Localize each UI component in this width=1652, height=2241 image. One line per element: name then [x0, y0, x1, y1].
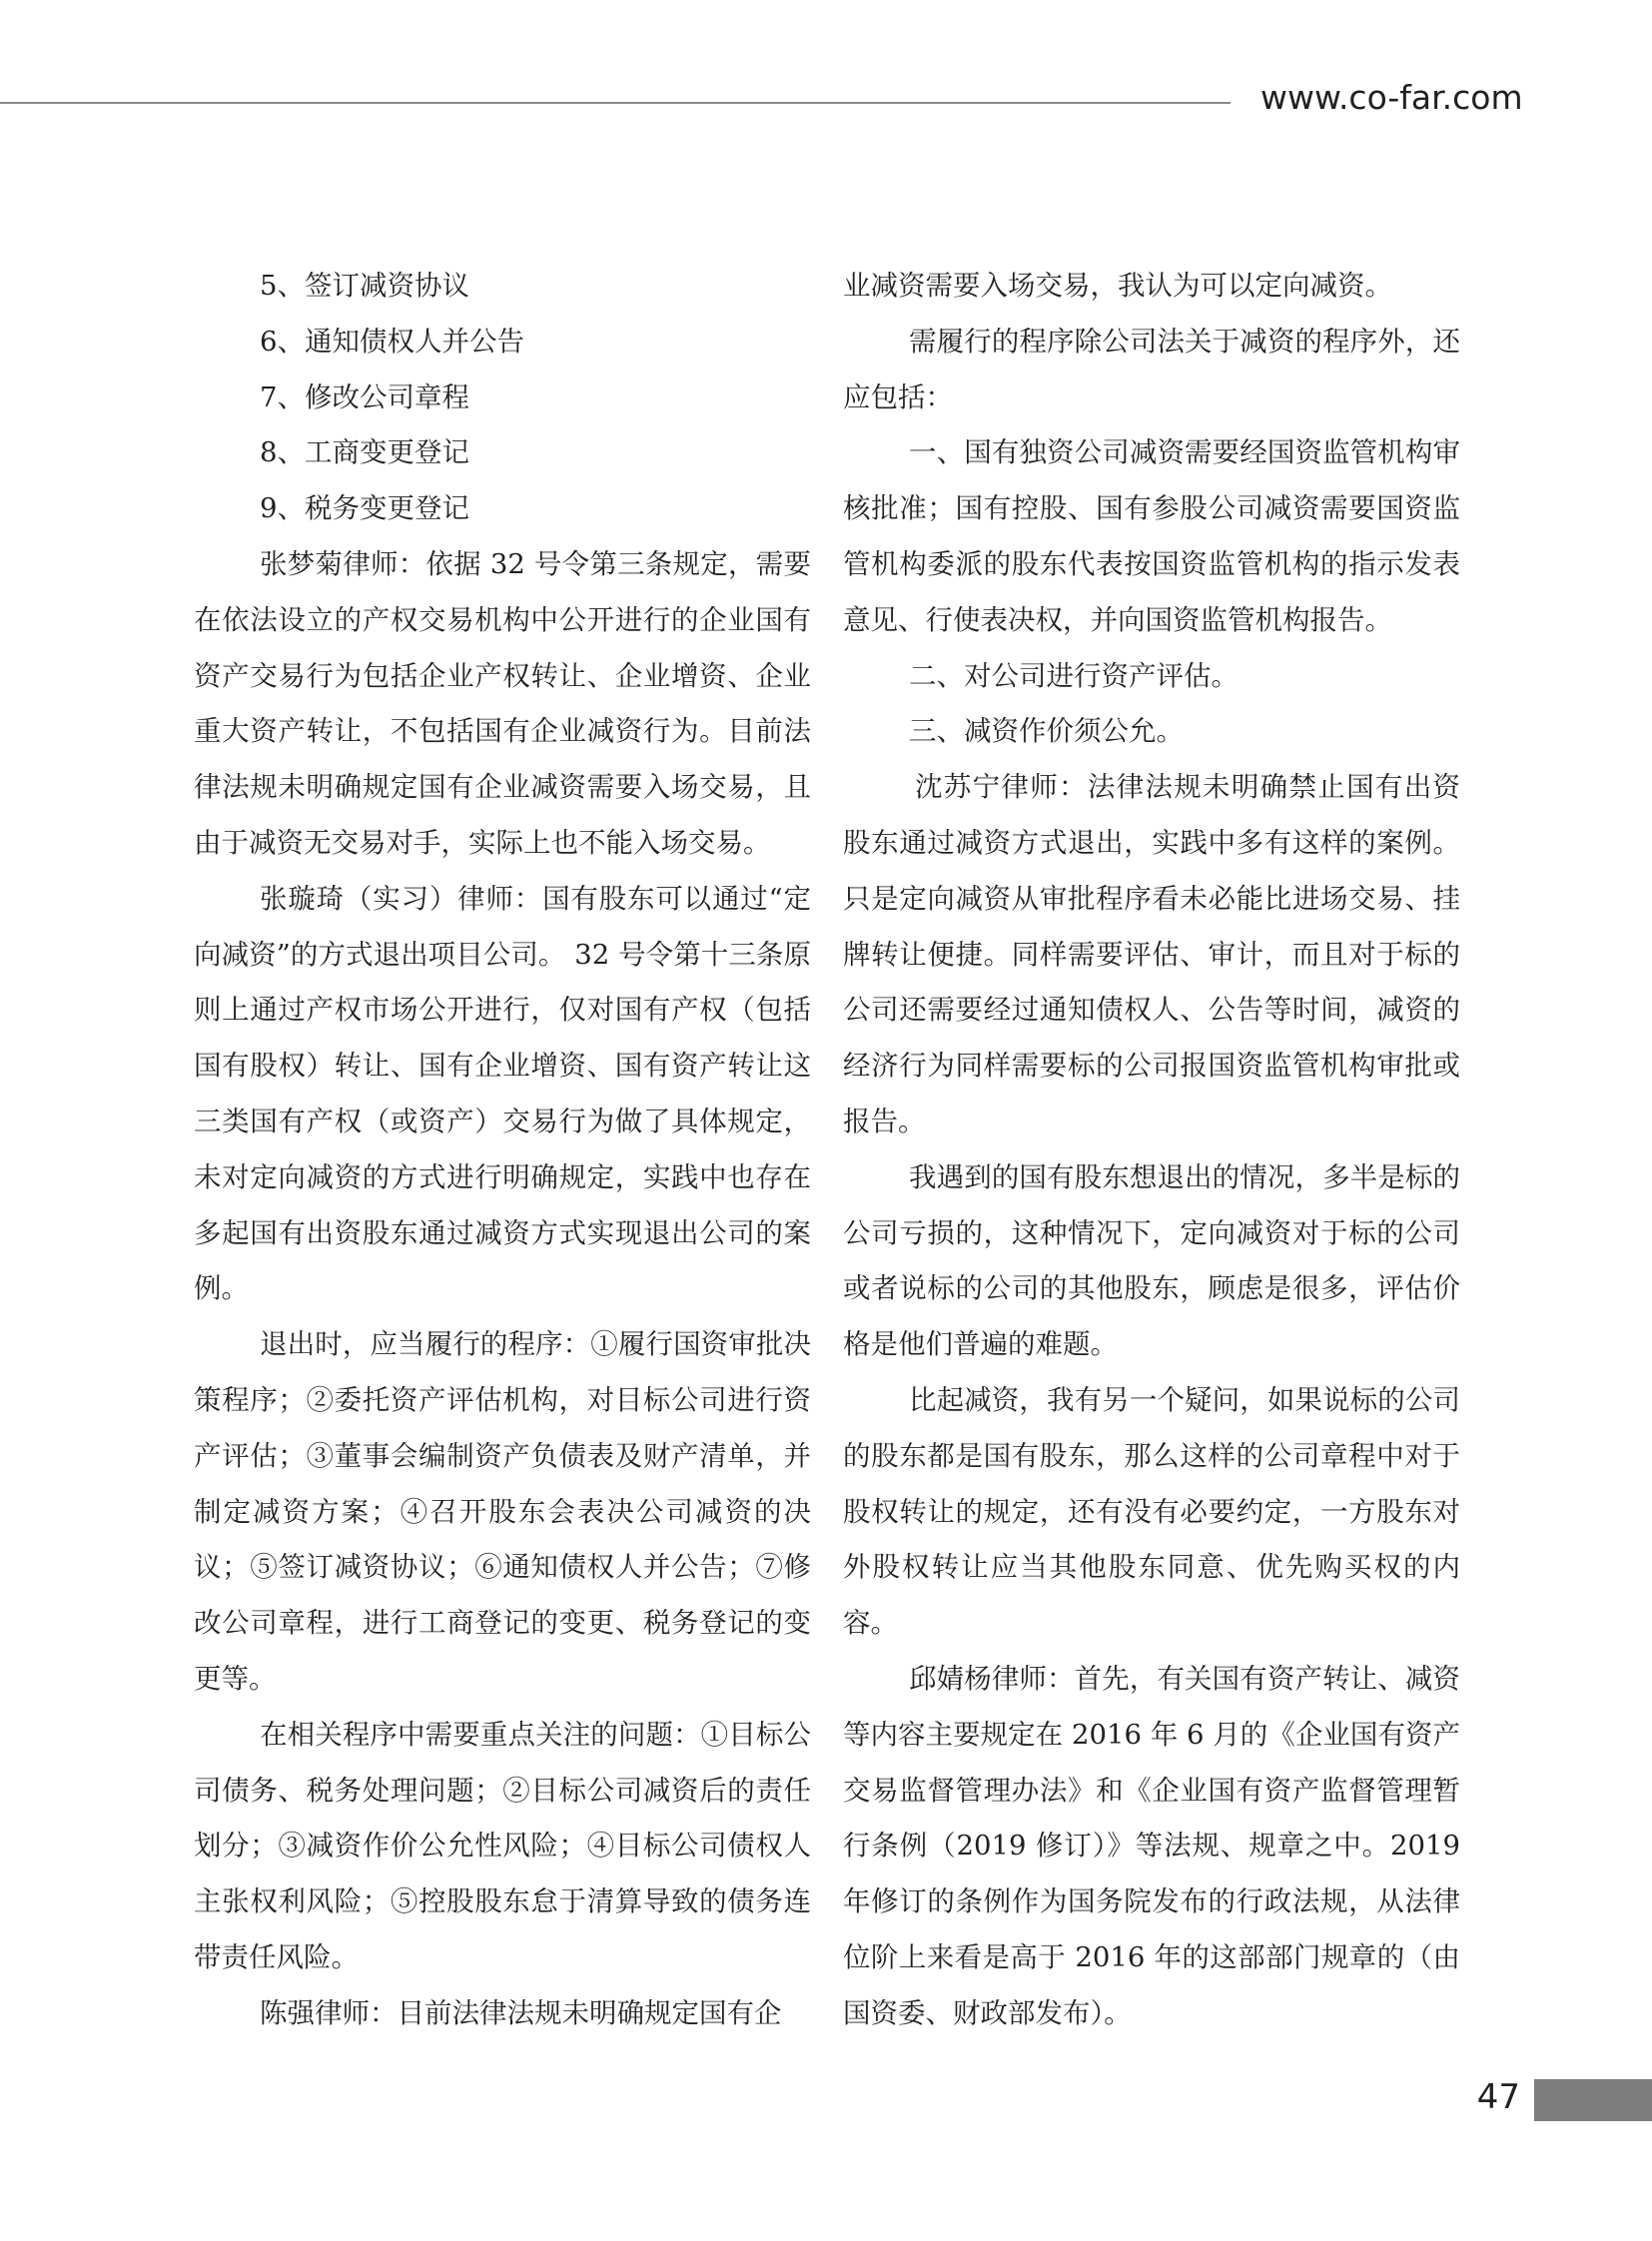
paragraph: 比起减资，我有另一个疑问，如果说标的公司的股东都是国有股东，那么这样的公司章程中对于股权转让的规定，还有没有必要约定，一方股东对外股权转让应当其他股东同意、优先购买权的内容。 [843, 1383, 1460, 1640]
footer-bar [1534, 2079, 1652, 2121]
paragraph: 6、通知债权人并公告 [260, 325, 524, 358]
site-url[interactable]: www.co-far.com [1260, 78, 1523, 117]
paragraph: 在相关程序中需要重点关注的问题：①目标公司债务、税务处理问题；②目标公司减资后的责任划分；③减资作价公允性风险；④目标公司债权人主张权利风险；⑤控股股东怠于清算导致的债务连带责任风险。 [194, 1718, 811, 1973]
header-rule [0, 102, 1231, 104]
paragraph: 9、税务变更登记 [260, 492, 469, 525]
paragraph: 业减资需要入场交易，我认为可以定向减资。 [843, 270, 1392, 302]
paragraph: 5、签订减资协议 [260, 270, 469, 302]
paragraph: 张梦菊律师：依据 32 号令第三条规定，需要在依法设立的产权交易机构中公开进行的企业国有资产交易行为包括企业产权转让、企业增资、企业重大资产转让，不包括国有企业减资行为。目前法律法规未明确规定国有企业减资需要入场交易，且由于减资无交易对手，实际上也不能入场交易。 [194, 547, 811, 859]
paragraph: 二、对公司进行资产评估。 [909, 659, 1239, 692]
paragraph: 陈强律师：目前法律法规未明确规定国有企 [260, 1996, 782, 2029]
paragraph: 需履行的程序除公司法关于减资的程序外，还应包括： [843, 325, 1460, 413]
paragraph: 8、工商变更登记 [260, 436, 469, 469]
paragraph: 退出时，应当履行的程序：①履行国资审批决策程序；②委托资产评估机构，对目标公司进行资产评估；③董事会编制资产负债表及财产清单，并制定减资方案；④召开股东会表决公司减资的决议；⑤签订减资协议；⑥通知债权人并公告；⑦修改公司章程，进行工商登记的变更、税务登记的变更等。 [194, 1328, 811, 1695]
paragraph: 邱婧杨律师：首先，有关国有资产转让、减资等内容主要规定在 2016 年 6 月的《企业国有资产交易监督管理办法》和《企业国有资产监督管理暂行条例（2019 修订）》等法规、规章之中。2019 年修订的条例作为国务院发布的行政法规，从法律位阶上来看是高于 2016 年的这部部门规章的（由国资委、财政部发布）。 [843, 1662, 1460, 2029]
paragraph: 我遇到的国有股东想退出的情况，多半是标的公司亏损的，这种情况下，定向减资对于标的公司或者说标的公司的其他股东，顾虑是很多，评估价格是他们普遍的难题。 [843, 1160, 1460, 1361]
paragraph: 沈苏宁律师：法律法规未明确禁止国有出资股东通过减资方式退出，实践中多有这样的案例。只是定向减资从审批程序看未必能比进场交易、挂牌转让便捷。同样需要评估、审计，而且对于标的公司还需要经过通知债权人、公告等时间，减资的经济行为同样需要标的公司报国资监管机构审批或报告。 [843, 771, 1460, 1137]
paragraph: 三、减资作价须公允。 [909, 715, 1184, 748]
paragraph: 一、国有独资公司减资需要经国资监管机构审核批准；国有控股、国有参股公司减资需要国资监管机构委派的股东代表按国资监管机构的指示发表意见、行使表决权，并向国资监管机构报告。 [843, 436, 1460, 636]
right-column [843, 259, 1460, 2042]
left-column [194, 259, 811, 2042]
paragraph: 7、修改公司章程 [260, 380, 469, 413]
paragraph: 张璇琦（实习）律师：国有股东可以通过“定向减资”的方式退出项目公司。 32 号令第十三条原则上通过产权市场公开进行，仅对国有产权（包括国有股权）转让、国有企业增资、国有资产转让这三类国有产权（或资产）交易行为做了具体规定，未对定向减资的方式进行明确规定，实践中也存在多起国有出资股东通过减资方式实现退出公司的案例。 [194, 882, 811, 1305]
page-number: 47 [1476, 2077, 1520, 2117]
